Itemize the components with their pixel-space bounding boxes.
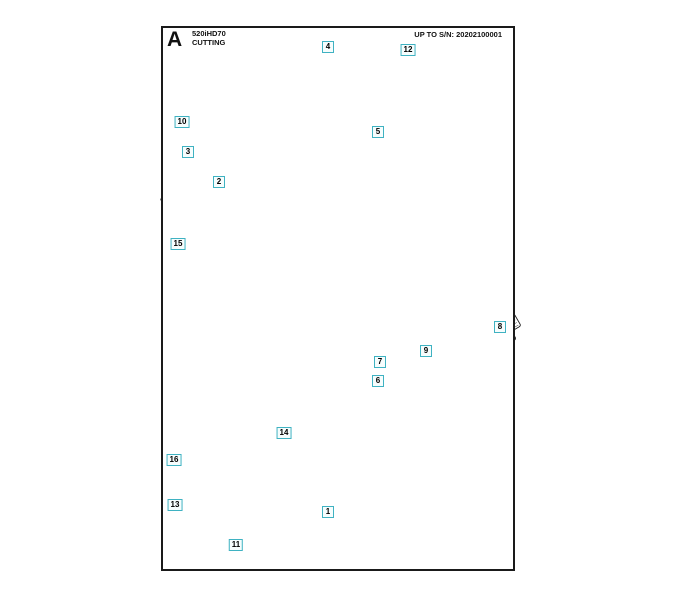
callout-2[interactable]: 2: [213, 176, 225, 188]
serial-range: UP TO S/N: 20202100001: [414, 30, 502, 39]
callout-9[interactable]: 9: [420, 345, 432, 357]
callout-5[interactable]: 5: [372, 126, 384, 138]
callout-14[interactable]: 14: [277, 427, 292, 439]
section-letter: A: [167, 28, 183, 51]
section-title: CUTTING: [192, 37, 226, 47]
callout-1[interactable]: 1: [322, 506, 334, 518]
callout-4[interactable]: 4: [322, 41, 334, 53]
model-title: [192, 30, 226, 47]
diagram-frame: [161, 26, 515, 571]
callout-6[interactable]: 6: [372, 375, 384, 387]
model-number: 520iHD70: [192, 29, 226, 38]
callout-15[interactable]: 15: [171, 238, 186, 250]
callout-13[interactable]: 13: [168, 499, 183, 511]
callout-16[interactable]: 16: [167, 454, 182, 466]
callout-7[interactable]: 7: [374, 356, 386, 368]
callout-10[interactable]: 10: [175, 116, 190, 128]
callout-3[interactable]: 3: [182, 146, 194, 158]
callout-11[interactable]: 11: [229, 539, 243, 551]
callout-12[interactable]: 12: [401, 44, 416, 56]
callout-8[interactable]: 8: [494, 321, 506, 333]
